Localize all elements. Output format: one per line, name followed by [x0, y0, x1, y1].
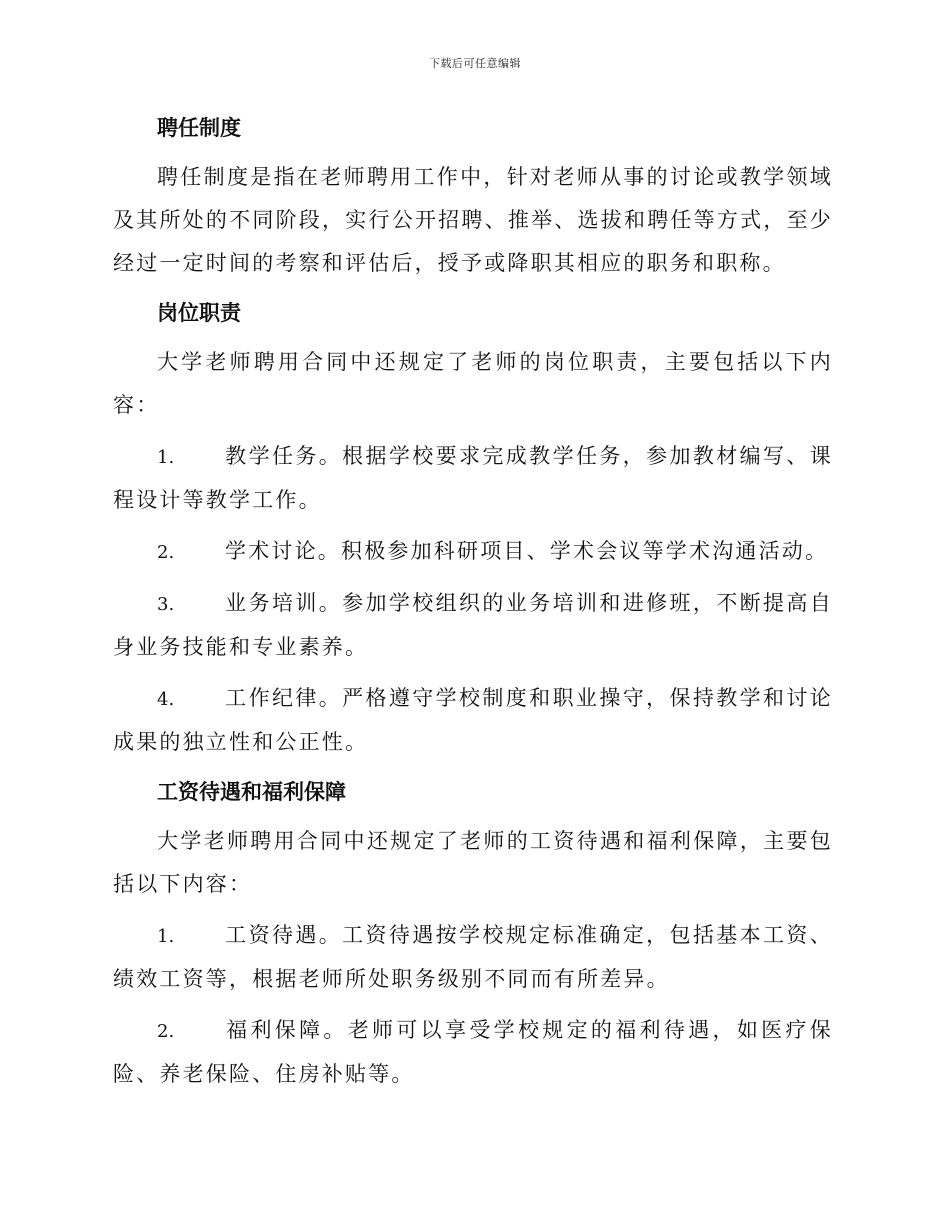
section-heading-salary-benefits: 工资待遇和福利保障: [157, 780, 346, 804]
list-item-text: 业务培训。参加学校组织的业务培训和进修班，不断提高自身业务技能和专业素养。: [113, 591, 833, 659]
list-item-number: 2.: [157, 1021, 175, 1042]
list-item: [113, 582, 833, 669]
list-item-text: 学术讨论。积极参加科研项目、学术会议等学术沟通活动。: [225, 539, 829, 563]
list-item-number: 2.: [157, 542, 175, 563]
list-item: [113, 677, 833, 764]
list-item-number: 4.: [157, 689, 175, 710]
list-item: [113, 1009, 833, 1096]
list-item-number: 1.: [157, 447, 175, 468]
section-paragraph: 大学老师聘用合同中还规定了老师的岗位职责，主要包括以下内容：: [113, 350, 833, 417]
section-paragraph: 大学老师聘用合同中还规定了老师的工资待遇和福利保障，主要包括以下内容：: [113, 829, 833, 896]
section-heading-job-duties: 岗位职责: [157, 301, 241, 325]
list-item-text: 教学任务。根据学校要求完成教学任务，参加教材编写、课程设计等教学工作。: [113, 444, 833, 512]
header-note: 下载后可任意编辑: [429, 57, 521, 70]
list-item-text: 工作纪律。严格遵守学校制度和职业操守，保持教学和讨论成果的独立性和公正性。: [113, 686, 833, 754]
list-item-text: 福利保障。老师可以享受学校规定的福利待遇，如医疗保险、养老保险、住房补贴等。: [113, 1018, 833, 1086]
list-item-number: 3.: [157, 594, 175, 615]
document-body: [113, 108, 833, 1104]
list-item-text: 工资待遇。工资待遇按学校规定标准确定，包括基本工资、绩效工资等，根据老师所处职务级别不同而有所差异。: [113, 923, 833, 991]
list-item: [113, 435, 833, 522]
list-item: [113, 914, 833, 1001]
list-item-number: 1.: [157, 926, 175, 947]
list-item: [113, 530, 833, 574]
section-paragraph: 聘任制度是指在老师聘用工作中，针对老师从事的讨论或教学领域及其所处的不同阶段，实行公开招聘、推举、选拔和聘任等方式，至少经过一定时间的考察和评估后，授予或降职其相应的职务和职称。: [113, 165, 833, 275]
section-heading-appointment-system: 聘任制度: [157, 116, 241, 140]
